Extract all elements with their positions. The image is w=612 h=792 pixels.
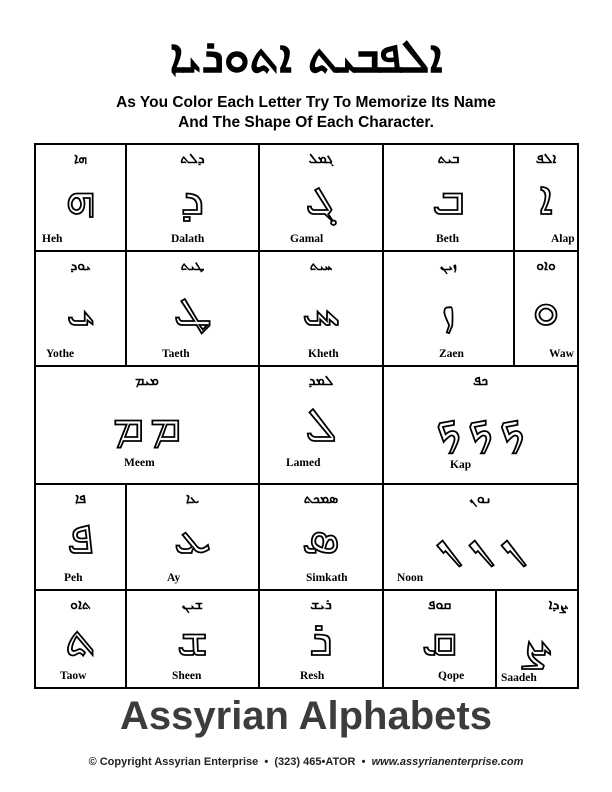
letter-glyph — [127, 272, 258, 345]
letter-form: ܝ — [66, 280, 95, 337]
letter-form: ܣ — [301, 509, 341, 565]
letter-form: ܘ — [532, 280, 560, 337]
syriac-name: ܠܡܕ — [308, 373, 334, 389]
letter-cell-saadeh[interactable] — [495, 589, 579, 689]
letter-name: Kheth — [308, 348, 339, 360]
syriac-name: ܦܐ — [75, 491, 86, 507]
syriac-name: ܚܝܬ — [309, 258, 333, 274]
letter-glyph — [515, 272, 577, 345]
letter-cell-dalath[interactable] — [125, 143, 260, 252]
letter-glyph — [384, 387, 577, 463]
letter-cell-meem[interactable] — [34, 365, 260, 485]
letter-glyph — [260, 387, 382, 463]
syriac-name: ܨܕܐ — [548, 597, 567, 613]
syriac-name: ܐܠܦ — [535, 151, 557, 167]
letter-name: Noon — [397, 572, 424, 584]
syriac-name: ܗܐ — [74, 151, 87, 167]
letter-form: ܢ — [435, 509, 462, 565]
letter-cell-lamed[interactable] — [258, 365, 384, 485]
letter-form: ܠ — [305, 397, 337, 453]
syriac-name: ܘܐܘ — [536, 258, 556, 274]
letter-cell-ay[interactable] — [125, 483, 260, 591]
letter-name: Alap — [551, 233, 575, 245]
letter-form: ܟ — [435, 397, 462, 453]
letter-form: ܟ — [499, 397, 526, 453]
letter-name: Gamal — [290, 233, 324, 245]
letter-cell-waw[interactable] — [513, 250, 579, 367]
letter-form: ܟ — [467, 397, 494, 453]
letter-name: Taeth — [162, 348, 190, 360]
letter-name: Meem — [124, 457, 155, 469]
letter-name: Beth — [436, 233, 459, 245]
letter-name: Yothe — [46, 348, 75, 360]
letter-form: ܛ — [173, 280, 212, 337]
syriac-name: ܬܐܘ — [70, 597, 91, 613]
letter-cell-taeth[interactable] — [125, 250, 260, 367]
letter-glyph — [497, 611, 577, 667]
letter-name: Qope — [438, 670, 465, 682]
letter-form: ܩ — [421, 611, 458, 667]
letter-glyph — [515, 165, 577, 230]
syriac-name: ܛܝܬ — [180, 258, 205, 274]
letter-name: Kap — [450, 459, 472, 471]
syriac-name: ܡܝܡ — [135, 373, 159, 389]
letter-glyph — [384, 505, 577, 569]
letter-glyph — [260, 272, 382, 345]
letter-form: ܡ — [112, 397, 144, 453]
letter-form: ܪ — [309, 611, 333, 667]
phone-number: (323) 465•ATOR — [274, 756, 356, 768]
letter-form: ܥ — [173, 509, 211, 565]
syriac-name: ܕܠܬ — [180, 151, 205, 167]
syriac-name: ܣܡܟܬ — [303, 491, 339, 507]
letter-glyph — [260, 611, 382, 667]
letter-cell-kap[interactable] — [382, 365, 579, 485]
letter-cell-gamal[interactable] — [258, 143, 384, 252]
instruction-line-1: As You Color Each Letter Try To Memorize Its Name — [116, 94, 496, 111]
letter-form: ܐ — [539, 169, 553, 226]
letter-cell-zaen[interactable] — [382, 250, 515, 367]
letter-cell-yothe[interactable] — [34, 250, 127, 367]
syriac-name: ܓܡܠ — [308, 151, 334, 167]
separator-dot: • — [264, 756, 269, 768]
syriac-name: ܙܝܢ — [439, 258, 457, 274]
syriac-name: ܝܘܕ — [70, 258, 91, 274]
letter-glyph — [127, 165, 258, 230]
letter-cell-heh[interactable] — [34, 143, 127, 252]
instruction-line-2: And The Shape Of Each Character. — [178, 114, 434, 131]
syriac-name: ܒܝܬ — [437, 151, 460, 167]
letter-glyph — [36, 505, 125, 569]
letter-glyph — [384, 272, 513, 345]
letter-name: Zaen — [439, 348, 464, 360]
letter-name: Heh — [42, 233, 63, 245]
page-title: Assyrian Alphabets — [120, 694, 492, 738]
letter-cell-sheen[interactable] — [125, 589, 260, 689]
letter-glyph — [36, 165, 125, 230]
letter-glyph — [384, 611, 495, 667]
letter-form: ܙ — [441, 280, 456, 337]
syriac-name: ܪܝܫ — [310, 597, 332, 613]
letter-glyph — [260, 505, 382, 569]
letter-form: ܒ — [432, 169, 465, 226]
letter-glyph — [260, 165, 382, 230]
letter-cell-alap[interactable] — [513, 143, 579, 252]
syriac-name: ܩܘܦ — [427, 597, 452, 613]
letter-name: Simkath — [306, 572, 348, 584]
syriac-name: ܢܘܢ — [469, 491, 492, 507]
letter-form: ܚ — [302, 280, 340, 337]
letter-name: Waw — [549, 348, 574, 360]
letter-form: ܢ — [467, 509, 494, 565]
letter-glyph — [384, 165, 513, 230]
letter-form: ܕ — [180, 169, 205, 226]
footer — [0, 756, 612, 768]
letter-glyph — [127, 611, 258, 667]
letter-form: ܓ — [305, 169, 337, 226]
letter-cell-qope[interactable] — [382, 589, 497, 689]
letter-name: Saadeh — [501, 672, 537, 684]
letter-form: ܦ — [67, 509, 94, 565]
letter-glyph — [36, 387, 258, 463]
letter-name: Taow — [60, 670, 87, 682]
letter-glyph — [36, 272, 125, 345]
letter-form: ܫ — [177, 611, 208, 667]
letter-form: ܨ — [521, 611, 553, 667]
letter-cell-beth[interactable] — [382, 143, 515, 252]
letter-name: Ay — [167, 572, 181, 584]
letter-form: ܗ — [65, 169, 96, 226]
letter-name: Sheen — [172, 670, 202, 682]
copyright-text: © Copyright Assyrian Enterprise — [88, 756, 259, 768]
syriac-name: ܥܐ — [185, 491, 200, 507]
letter-glyph — [36, 611, 125, 667]
letter-form: ܡ — [150, 397, 182, 453]
letter-name: Peh — [64, 572, 83, 584]
letter-form: ܬ — [65, 611, 96, 667]
letter-form: ܢ — [499, 509, 526, 565]
letter-name: Dalath — [171, 233, 205, 245]
letter-name: Resh — [300, 670, 325, 682]
letter-glyph — [127, 505, 258, 569]
letter-cell-peh[interactable] — [34, 483, 127, 591]
letter-cell-kheth[interactable] — [258, 250, 384, 367]
syriac-name: ܟܦ — [472, 373, 489, 389]
separator-dot: • — [361, 756, 366, 768]
letter-cell-taow[interactable] — [34, 589, 127, 689]
letter-cell-noon[interactable] — [382, 483, 579, 591]
letter-name: Lamed — [286, 457, 321, 469]
letter-cell-simkath[interactable] — [258, 483, 384, 591]
script-title: ܐܠܦܒܝܬ ܐܬܘܪܝܐ — [169, 29, 443, 83]
syriac-name: ܫܝܢ — [181, 597, 204, 613]
letter-cell-resh[interactable] — [258, 589, 384, 689]
website-link[interactable]: www.assyrianenterprise.com — [371, 756, 524, 768]
